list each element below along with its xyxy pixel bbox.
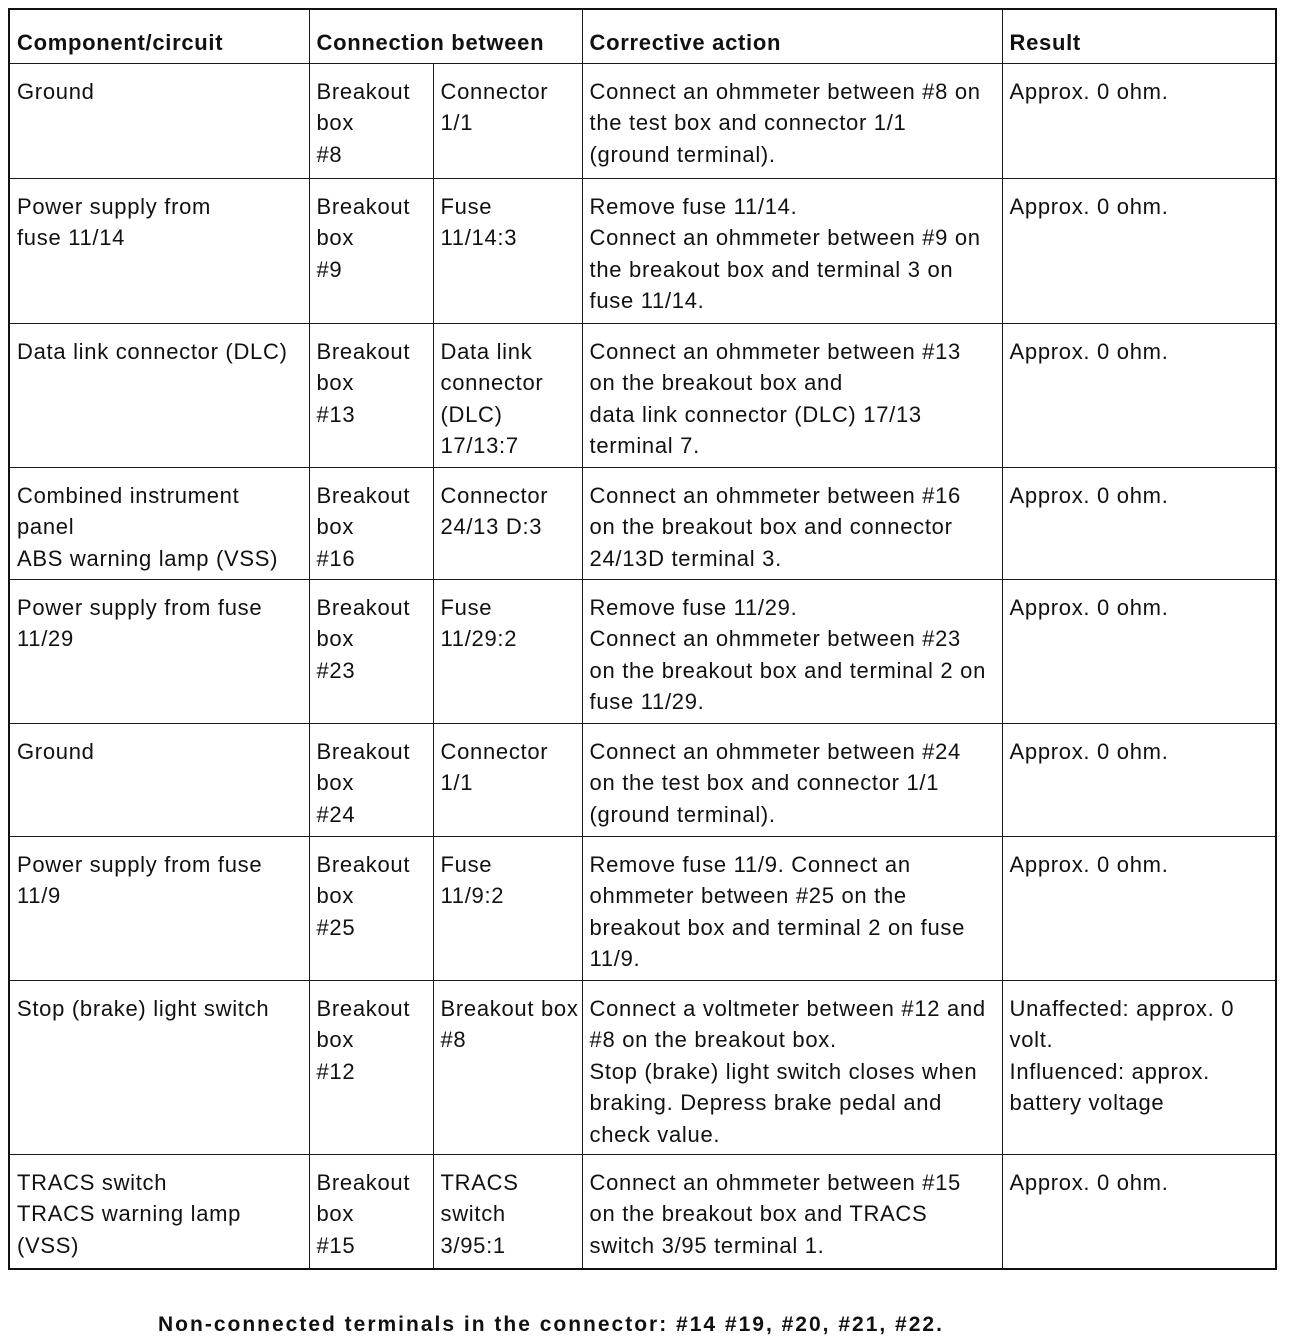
corrective-action-cell: Remove fuse 11/9. Connect an ohmmeter between #25 on the breakout box and terminal 2 on fuse 11/9. xyxy=(582,836,1002,980)
connector-test-table xyxy=(8,8,1277,1270)
result-cell: Approx. 0 ohm. xyxy=(1002,178,1276,323)
table-row xyxy=(9,467,1276,579)
result-cell: Approx. 0 ohm. xyxy=(1002,63,1276,178)
corrective-action-cell: Connect an ohmmeter between #13 on the breakout box and data link connector (DLC) 17/13 terminal 7. xyxy=(582,323,1002,467)
component-cell: Power supply from fuse 11/14 xyxy=(9,178,309,323)
table-row xyxy=(9,63,1276,178)
corrective-action-cell: Connect an ohmmeter between #15 on the breakout box and TRACS switch 3/95 terminal 1. xyxy=(582,1154,1002,1269)
connection-to-cell: Fuse 11/9:2 xyxy=(433,836,582,980)
result-cell: Approx. 0 ohm. xyxy=(1002,579,1276,723)
connection-from-cell: Breakout box #24 xyxy=(309,723,433,836)
table-row xyxy=(9,1154,1276,1269)
connection-from-cell: Breakout box #9 xyxy=(309,178,433,323)
component-cell: Power supply from fuse 11/29 xyxy=(9,579,309,723)
result-cell: Approx. 0 ohm. xyxy=(1002,836,1276,980)
footer-note: Non-connected terminals in the connector: #14 #19, #20, #21, #22. xyxy=(158,1313,944,1336)
corrective-action-cell: Remove fuse 11/29. Connect an ohmmeter between #23 on the breakout box and terminal 2 on fuse 11/29. xyxy=(582,579,1002,723)
component-cell: Data link connector (DLC) xyxy=(9,323,309,467)
connection-from-cell: Breakout box #13 xyxy=(309,323,433,467)
table-row xyxy=(9,323,1276,467)
connection-from-cell: Breakout box #23 xyxy=(309,579,433,723)
result-cell: Approx. 0 ohm. xyxy=(1002,467,1276,579)
component-cell: Ground xyxy=(9,723,309,836)
header-component: Component/circuit xyxy=(9,9,309,63)
result-cell: Unaffected: approx. 0 volt. Influenced: approx. battery voltage xyxy=(1002,980,1276,1154)
corrective-action-cell: Connect an ohmmeter between #8 on the test box and connector 1/1 (ground terminal). xyxy=(582,63,1002,178)
connection-from-cell: Breakout box #16 xyxy=(309,467,433,579)
connection-from-cell: Breakout box #15 xyxy=(309,1154,433,1269)
connection-from-cell: Breakout box #25 xyxy=(309,836,433,980)
connection-to-cell: Fuse 11/14:3 xyxy=(433,178,582,323)
result-cell: Approx. 0 ohm. xyxy=(1002,323,1276,467)
corrective-action-cell: Connect an ohmmeter between #16 on the breakout box and connector 24/13D terminal 3. xyxy=(582,467,1002,579)
connection-to-cell: Data link connector (DLC) 17/13:7 xyxy=(433,323,582,467)
corrective-action-cell: Connect an ohmmeter between #24 on the test box and connector 1/1 (ground terminal). xyxy=(582,723,1002,836)
connection-to-cell: Connector 1/1 xyxy=(433,63,582,178)
header-result: Result xyxy=(1002,9,1276,63)
table-header-row xyxy=(9,9,1276,63)
connection-from-cell: Breakout box #8 xyxy=(309,63,433,178)
component-cell: TRACS switch TRACS warning lamp (VSS) xyxy=(9,1154,309,1269)
table-row xyxy=(9,579,1276,723)
table-row xyxy=(9,723,1276,836)
corrective-action-cell: Remove fuse 11/14. Connect an ohmmeter between #9 on the breakout box and terminal 3 on fuse 11/14. xyxy=(582,178,1002,323)
header-connection: Connection between xyxy=(309,9,582,63)
result-cell: Approx. 0 ohm. xyxy=(1002,1154,1276,1269)
table-row xyxy=(9,178,1276,323)
connection-from-cell: Breakout box #12 xyxy=(309,980,433,1154)
component-cell: Combined instrument panel ABS warning lamp (VSS) xyxy=(9,467,309,579)
connection-to-cell: Connector 24/13 D:3 xyxy=(433,467,582,579)
table-row xyxy=(9,980,1276,1154)
corrective-action-cell: Connect a voltmeter between #12 and #8 on the breakout box. Stop (brake) light switch closes when braking. Depress brake pedal and check value. xyxy=(582,980,1002,1154)
component-cell: Stop (brake) light switch xyxy=(9,980,309,1154)
connection-to-cell: Fuse 11/29:2 xyxy=(433,579,582,723)
table-row xyxy=(9,836,1276,980)
component-cell: Power supply from fuse 11/9 xyxy=(9,836,309,980)
result-cell: Approx. 0 ohm. xyxy=(1002,723,1276,836)
connection-to-cell: Breakout box #8 xyxy=(433,980,582,1154)
header-corrective-action: Corrective action xyxy=(582,9,1002,63)
component-cell: Ground xyxy=(9,63,309,178)
connection-to-cell: TRACS switch 3/95:1 xyxy=(433,1154,582,1269)
connection-to-cell: Connector 1/1 xyxy=(433,723,582,836)
